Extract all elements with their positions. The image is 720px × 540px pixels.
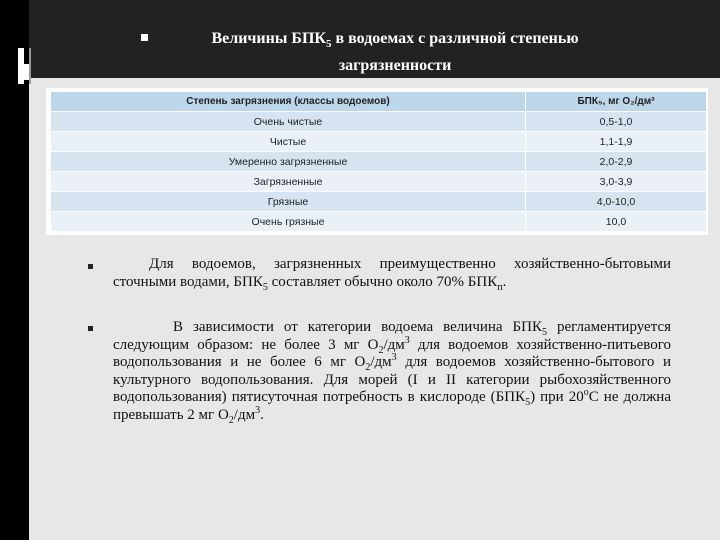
table-cell-class: Грязные: [51, 192, 526, 212]
table-cell-class: Очень грязные: [51, 212, 526, 232]
table-row: [51, 212, 707, 232]
bullet-icon: [88, 326, 93, 331]
title-subscript: 5: [325, 38, 332, 51]
table-cell-value: 2,0-2,9: [526, 152, 707, 172]
column-header-class: Степень загрязнения (классы водоемов): [51, 92, 526, 112]
table-row: [51, 132, 707, 152]
table-cell-class: Чистые: [51, 132, 526, 152]
title-text-rest: в водоемах с различной степенью загрязненности: [331, 30, 579, 75]
title-text: Величины БПК: [211, 30, 326, 47]
table-cell-value: 4,0-10,0: [526, 192, 707, 212]
decor-line: [29, 48, 31, 84]
paragraph-2: В зависимости от категории водоема величина $БПК_5$ регламентируется следующим образом: не более 3 мг $О_2/дм^3$ для водоемов хозяйственно-питьевого водопользования и не более 6 мг $О_2/дм^3$ для водоемов хозяйственно-бытового и культурного водопользования. Для морей (I и II категории рыбохозяйственного водопользования) пятисуточная потребность в кислороде $(БПК_5)$ при $20^оС$ не должна превышать 2 мг $О_2/дм^3$.: [113, 319, 671, 426]
column-header-bpk: БПК₅, мг О₂/дм³: [526, 92, 707, 112]
table-cell-value: 10,0: [526, 212, 707, 232]
table-row: [51, 192, 707, 212]
table-cell-class: Очень чистые: [51, 112, 526, 132]
table-cell-value: 1,1-1,9: [526, 132, 707, 152]
table-container: [46, 88, 708, 235]
bullet-icon: [88, 264, 93, 269]
table-cell-value: 0,5-1,0: [526, 112, 707, 132]
table-row: [51, 172, 707, 192]
bpk-table: [50, 91, 707, 232]
table-row: [51, 112, 707, 132]
table-row: [51, 152, 707, 172]
title-bullet-icon: [141, 34, 148, 41]
paragraph-1: Для водоемов, загрязненных преимущественно хозяйственно-бытовыми сточными водами, $БПК_5$ составляет обычно около 70% $БПК_п$.: [113, 256, 671, 293]
table-cell-class: Умеренно загрязненные: [51, 152, 526, 172]
table-cell-class: Загрязненные: [51, 172, 526, 192]
table-header-row: [51, 92, 707, 112]
slide-title: [160, 28, 630, 76]
table-cell-value: 3,0-3,9: [526, 172, 707, 192]
